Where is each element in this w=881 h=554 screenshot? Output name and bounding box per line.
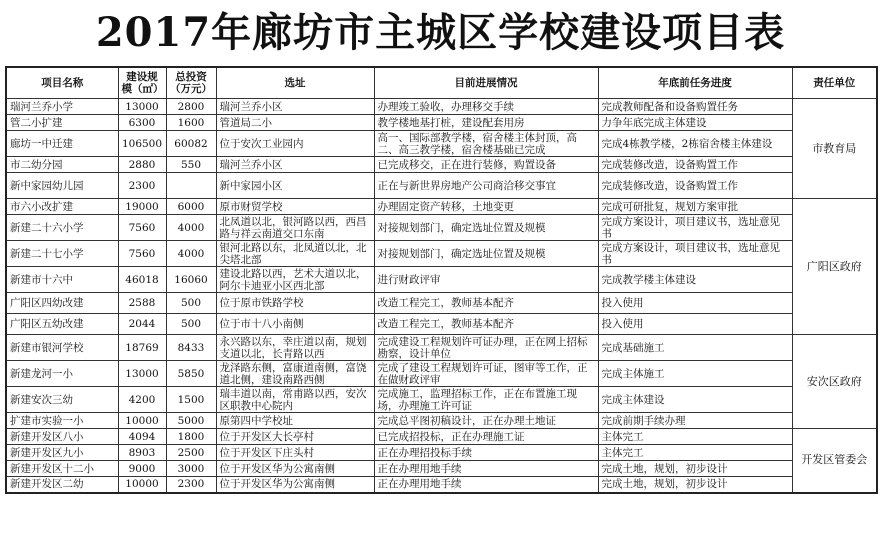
- progress-cell: 已完成招投标，正在办理施工证: [374, 429, 598, 445]
- investment-cell: 2800: [166, 99, 216, 115]
- table-row: [6, 445, 877, 461]
- investment-cell: 550: [166, 157, 216, 173]
- table-body: [6, 99, 877, 493]
- scale-cell: 46018: [118, 267, 166, 293]
- header-invest: 总投资（万元）: [166, 67, 216, 99]
- site-cell: 北凤道以北，银河路以西，西昌路与祥云南道交口东南: [216, 215, 374, 241]
- progress-cell: 对接规划部门，确定选址位置及规模: [374, 215, 598, 241]
- table-row: [6, 173, 877, 199]
- investment-cell: 500: [166, 293, 216, 314]
- project-name-cell: 扩建市实验一小: [6, 413, 118, 429]
- header-unit: 责任单位: [792, 67, 877, 99]
- scale-cell: 13000: [118, 361, 166, 387]
- progress-cell: 办理固定资产转移，土地变更: [374, 199, 598, 215]
- site-cell: 管道局二小: [216, 115, 374, 131]
- investment-cell: 500: [166, 314, 216, 335]
- table-row: [6, 477, 877, 493]
- scale-cell: 106500: [118, 131, 166, 157]
- scale-cell: 19000: [118, 199, 166, 215]
- project-name-cell: 新建开发区二幼: [6, 477, 118, 493]
- table-row: [6, 413, 877, 429]
- table-row: [6, 335, 877, 361]
- scale-cell: 7560: [118, 241, 166, 267]
- header-task: 年底前任务进度: [598, 67, 792, 99]
- project-name-cell: 新中家园幼儿园: [6, 173, 118, 199]
- investment-cell: 4000: [166, 241, 216, 267]
- scale-cell: 2588: [118, 293, 166, 314]
- site-cell: 位于开发区大长亭村: [216, 429, 374, 445]
- table-row: [6, 241, 877, 267]
- scale-cell: 2300: [118, 173, 166, 199]
- investment-cell: 1500: [166, 387, 216, 413]
- progress-cell: 已完成移交，正在进行装修，购置设备: [374, 157, 598, 173]
- scale-cell: 2880: [118, 157, 166, 173]
- task-cell: 完成装修改造，设备购置工作: [598, 157, 792, 173]
- table-row: [6, 361, 877, 387]
- project-name-cell: 新建二十六小学: [6, 215, 118, 241]
- scale-cell: 10000: [118, 477, 166, 493]
- site-cell: 位于原市铁路学校: [216, 293, 374, 314]
- task-cell: 完成装修改造，设备购置工作: [598, 173, 792, 199]
- table-row: [6, 387, 877, 413]
- task-cell: 完成基础施工: [598, 335, 792, 361]
- header-name: 项目名称: [6, 67, 118, 99]
- site-cell: 位于安次工业园内: [216, 131, 374, 157]
- responsible-unit-cell: 广阳区政府: [792, 199, 877, 335]
- investment-cell: 2500: [166, 445, 216, 461]
- scale-cell: 18769: [118, 335, 166, 361]
- investment-cell: 8433: [166, 335, 216, 361]
- header-scale: 建设规模（㎡）: [118, 67, 166, 99]
- scale-cell: 2044: [118, 314, 166, 335]
- scale-cell: 6300: [118, 115, 166, 131]
- progress-cell: 完成施工，监理招标工作，正在布置施工现场，办理施工许可证: [374, 387, 598, 413]
- investment-cell: 5000: [166, 413, 216, 429]
- scale-cell: 4094: [118, 429, 166, 445]
- progress-cell: 高一、国际部教学楼，宿舍楼主体封顶，高二、高三教学楼，宿舍楼基础已完成: [374, 131, 598, 157]
- site-cell: 位于开发区下庄头村: [216, 445, 374, 461]
- investment-cell: 60082: [166, 131, 216, 157]
- project-name-cell: 瑞河兰乔小学: [6, 99, 118, 115]
- site-cell: 原市财贸学校: [216, 199, 374, 215]
- table-row: [6, 215, 877, 241]
- task-cell: 完成主体施工: [598, 361, 792, 387]
- task-cell: 完成可研批复，规划方案审批: [598, 199, 792, 215]
- progress-cell: 正在办理用地手续: [374, 461, 598, 477]
- project-name-cell: 市二幼分园: [6, 157, 118, 173]
- scale-cell: 9000: [118, 461, 166, 477]
- project-name-cell: 新建开发区八小: [6, 429, 118, 445]
- site-cell: 位于开发区华为公寓南侧: [216, 477, 374, 493]
- investment-cell: [166, 173, 216, 199]
- investment-cell: 6000: [166, 199, 216, 215]
- progress-cell: 改造工程完工，教师基本配齐: [374, 314, 598, 335]
- header-progress: 目前进展情况: [374, 67, 598, 99]
- investment-cell: 4000: [166, 215, 216, 241]
- progress-cell: 完成了建设工程规划许可证，图审等工作，正在做财政评审: [374, 361, 598, 387]
- project-name-cell: 广阳区四幼改建: [6, 293, 118, 314]
- table-row: [6, 314, 877, 335]
- project-name-cell: 新建龙河一小: [6, 361, 118, 387]
- task-cell: 主体完工: [598, 429, 792, 445]
- project-name-cell: 新建开发区九小: [6, 445, 118, 461]
- site-cell: 瑞河兰乔小区: [216, 99, 374, 115]
- header-row: [6, 67, 877, 99]
- site-cell: 位于开发区华为公寓南侧: [216, 461, 374, 477]
- responsible-unit-cell: 开发区管委会: [792, 429, 877, 493]
- investment-cell: 2300: [166, 477, 216, 493]
- table-row: [6, 99, 877, 115]
- project-name-cell: 广阳区五幼改建: [6, 314, 118, 335]
- task-cell: 完成教学楼主体建设: [598, 267, 792, 293]
- site-cell: 建设北路以西，艺术大道以北，阿尔卡迪亚小区西北部: [216, 267, 374, 293]
- task-cell: 完成教师配备和设备购置任务: [598, 99, 792, 115]
- project-name-cell: 新建市银河学校: [6, 335, 118, 361]
- task-cell: 完成前期手续办理: [598, 413, 792, 429]
- site-cell: 永兴路以东，幸庄道以南，规划支道以北，长青路以西: [216, 335, 374, 361]
- site-cell: 瑞丰道以南，常甫路以西，安次区职教中心院内: [216, 387, 374, 413]
- table-row: [6, 293, 877, 314]
- site-cell: 瑞河兰乔小区: [216, 157, 374, 173]
- task-cell: 力争年底完成主体建设: [598, 115, 792, 131]
- investment-cell: 1600: [166, 115, 216, 131]
- scale-cell: 4200: [118, 387, 166, 413]
- page-title: 2017年廊坊市主城区学校建设项目表: [95, 9, 786, 56]
- task-cell: 完成土地，规划，初步设计: [598, 477, 792, 493]
- progress-cell: 进行财政评审: [374, 267, 598, 293]
- header-site: 选址: [216, 67, 374, 99]
- site-cell: 银河北路以东，北凤道以北，北尖塔北部: [216, 241, 374, 267]
- project-name-cell: 新建安次三幼: [6, 387, 118, 413]
- site-cell: 位于市十八小南侧: [216, 314, 374, 335]
- site-cell: 原第四中学校址: [216, 413, 374, 429]
- project-name-cell: 新建二十七小学: [6, 241, 118, 267]
- project-name-cell: 新建市十六中: [6, 267, 118, 293]
- scale-cell: 7560: [118, 215, 166, 241]
- scale-cell: 13000: [118, 99, 166, 115]
- table-row: [6, 115, 877, 131]
- progress-cell: 正在办理用地手续: [374, 477, 598, 493]
- task-cell: 投入使用: [598, 314, 792, 335]
- task-cell: 完成主体建设: [598, 387, 792, 413]
- investment-cell: 16060: [166, 267, 216, 293]
- project-table: [5, 66, 878, 494]
- task-cell: 完成4栋教学楼，2栋宿舍楼主体建设: [598, 131, 792, 157]
- investment-cell: 5850: [166, 361, 216, 387]
- table-row: [6, 267, 877, 293]
- project-name-cell: 廊坊一中迁建: [6, 131, 118, 157]
- responsible-unit-cell: 市教育局: [792, 99, 877, 199]
- progress-cell: 教学楼地基打桩，建设配套用房: [374, 115, 598, 131]
- table-row: [6, 157, 877, 173]
- project-name-cell: 管二小扩建: [6, 115, 118, 131]
- scale-cell: 10000: [118, 413, 166, 429]
- responsible-unit-cell: 安次区政府: [792, 335, 877, 429]
- table-row: [6, 429, 877, 445]
- task-cell: 完成方案设计，项目建议书，选址意见书: [598, 215, 792, 241]
- site-cell: 新中家园小区: [216, 173, 374, 199]
- table-row: [6, 461, 877, 477]
- project-name-cell: 新建开发区十二小: [6, 461, 118, 477]
- task-cell: 完成方案设计，项目建议书，选址意见书: [598, 241, 792, 267]
- task-cell: 完成土地，规划，初步设计: [598, 461, 792, 477]
- progress-cell: 改造工程完工，教师基本配齐: [374, 293, 598, 314]
- progress-cell: 完成总平图初稿设计，正在办理土地证: [374, 413, 598, 429]
- task-cell: 主体完工: [598, 445, 792, 461]
- investment-cell: 1800: [166, 429, 216, 445]
- progress-cell: 办理竣工验收，办理移交手续: [374, 99, 598, 115]
- site-cell: 龙泽路东侧，富康道南侧，富饶道北侧，建设南路西侧: [216, 361, 374, 387]
- progress-cell: 对接规划部门，确定选址位置及规模: [374, 241, 598, 267]
- progress-cell: 正在与新世界房地产公司商洽移交事宜: [374, 173, 598, 199]
- scale-cell: 8903: [118, 445, 166, 461]
- project-name-cell: 市六小改扩建: [6, 199, 118, 215]
- progress-cell: 正在办理招投标手续: [374, 445, 598, 461]
- table-row: [6, 199, 877, 215]
- task-cell: 投入使用: [598, 293, 792, 314]
- progress-cell: 完成建设工程规划许可证办理，正在网上招标勘察，设计单位: [374, 335, 598, 361]
- investment-cell: 3000: [166, 461, 216, 477]
- table-row: [6, 131, 877, 157]
